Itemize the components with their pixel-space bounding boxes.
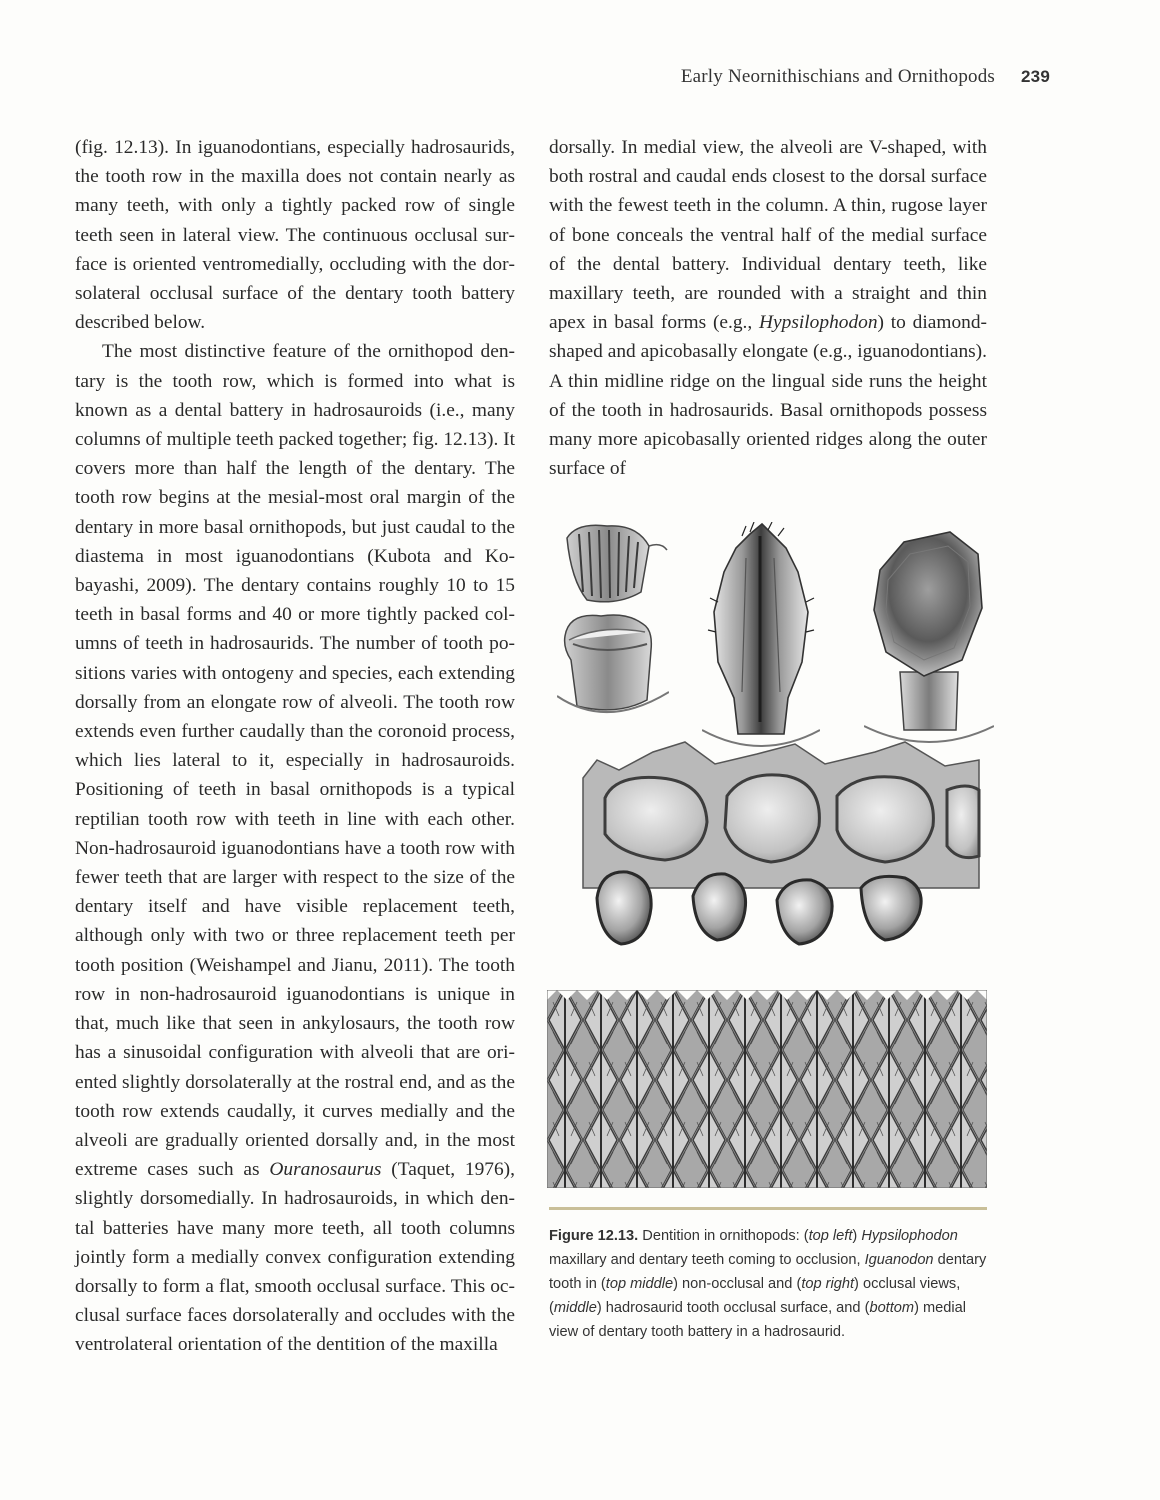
text-run: (Taquet, 1976), slightly dorsomedially. In hadrosauroids, in which dental batteries have many more teeth, all tooth columns jointly form a medially convex configuration extending dorsally to form a flat, smooth occlusal surface. This occlusal surface faces dorsolaterally and occludes with the ventrolateral orientation of the dentition of the maxilla [75, 1159, 515, 1356]
paragraph [75, 337, 515, 1359]
caption-italic: bottom [869, 1300, 915, 1316]
text-run: The most distinctive feature of the ornithopod dentary is the tooth row, which is formed into what is known as a dental battery in hadrosauroids (i.e., many columns of multiple teeth packed together; fig. 12.13). It covers more than half the length of the dentary. The tooth row begins at the mesial-most oral margin of the dentary in more basal ornithopods, but just caudal to the diastema in most iguanodontians (Kubota and Kobayashi, 2009). The dentary contains roughly 10 to 15 teeth in basal forms and 40 or more tightly packed columns of teeth in hadrosaurids. The number of tooth positions varies with ontogeny and species, each extending dorsally from an elongate row of alveoli. The tooth row extends even further caudally than the coronoid process, which lies lateral to it, especially in hadrosauroids. Positioning of teeth in basal ornithopods is a typical reptilian tooth row with teeth in line with each other. Non-hadrosauroid iguanodontians have a tooth row with fewer teeth that are larger with respect to the size of the dentary itself and have visible replacement teeth, although only with two or three replacement teeth per tooth position (Weishampel and Jianu, 2011). The tooth row in non-hadrosauroid iguanodontians is unique in that, much like that seen in ankylosaurs, the tooth row has a sinusoidal configuration with alveoli that are oriented slightly dorsolaterally at the rostral end, and as the tooth row extends caudally, it curves medially and the alveoli are gradually oriented dorsally and, in the most extreme cases such as [75, 341, 515, 1181]
caption-text: Dentition in ornithopods: ( [638, 1228, 809, 1244]
taxon-name: Ouranosaurus [269, 1159, 382, 1181]
caption-italic: top middle [605, 1276, 674, 1292]
caption-text: ) hadrosaurid tooth occlusal surface, and ( [596, 1300, 870, 1316]
figure-caption [549, 1224, 989, 1344]
caption-italic: top left [808, 1228, 853, 1244]
figure-label: Figure 12.13. [549, 1228, 639, 1244]
paragraph [549, 133, 987, 483]
page-number: 239 [1021, 67, 1050, 86]
hadrosaurid-dental-battery-illustration [547, 990, 987, 1188]
caption-text: dentary tooth in ( [549, 1252, 987, 1292]
text-run: (fig. 12.13). In iguanodontians, especially hadrosaurids, the tooth row in the maxilla does not contain nearly as many teeth, with only a tightly packed row of single teeth seen in lateral view. The continuous occlusal surface is oriented ventromedially, occluding with the dorsolateral occlusal surface of the dentary tooth battery described below. [75, 137, 515, 334]
caption-italic: top right [801, 1276, 855, 1292]
caption-text: ) non-occlusal and ( [673, 1276, 802, 1292]
caption-text: ) [852, 1228, 862, 1244]
caption-text: ) occlusal views, ( [549, 1276, 961, 1316]
text-run: dorsally. In medial view, the alveoli are V-shaped, with both rostral and caudal ends closest to the dorsal surface with the fewest teeth in the column. A thin, rugose layer of bone conceals the ventral half of the medial surface of the dental battery. Individual dentary teeth, like maxillary teeth, are rounded with a straight and thin apex in basal forms (e.g., [549, 137, 987, 334]
caption-italic: Iguanodon [864, 1252, 934, 1268]
iguanodon-tooth-occlusal-illustration [864, 530, 994, 748]
paragraph [75, 133, 515, 337]
caption-text: ) medial view of dentary tooth battery in a hadrosaurid. [549, 1300, 966, 1340]
left-column [75, 133, 515, 1360]
text-run: ) to diamond-shaped and apicobasally elongate (e.g., iguanodontians). A thin midline ridge on the lingual side runs the height of the tooth in hadrosaurids. Basal ornithopods possess many more apicobasally oriented ridges along the outer surface of [549, 312, 987, 480]
iguanodon-tooth-side-illustration [702, 522, 820, 754]
running-title: Early Neornithischians and Ornithopods [680, 66, 996, 87]
right-column [549, 133, 987, 483]
caption-text: maxillary and dentary teeth coming to occlusion, [549, 1252, 865, 1268]
running-head [681, 66, 1050, 88]
caption-rule [549, 1207, 987, 1210]
taxon-name: Hypsilophodon [759, 312, 878, 334]
hypsilophodon-teeth-illustration [557, 520, 669, 756]
caption-italic: middle [553, 1300, 597, 1316]
caption-italic: Hypsilophodon [861, 1228, 958, 1244]
hadrosaurid-occlusal-surface-illustration [575, 738, 987, 966]
